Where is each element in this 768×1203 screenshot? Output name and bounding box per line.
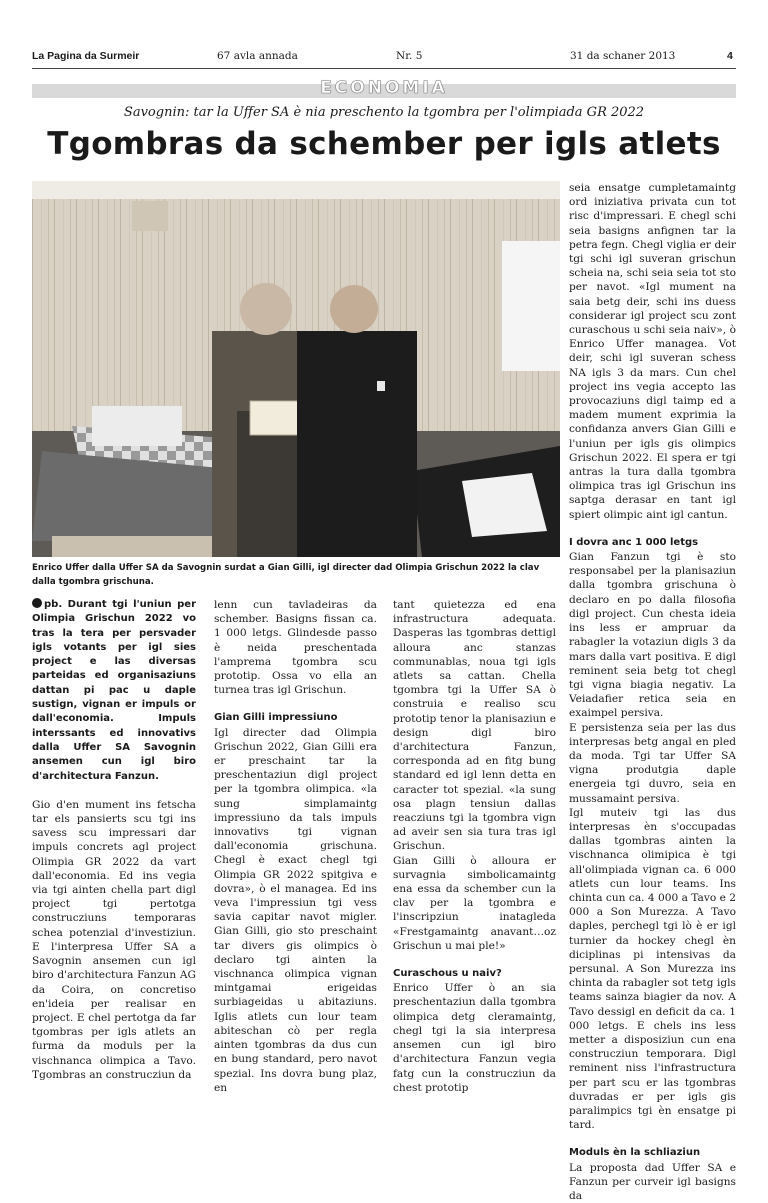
subheading: I dovra anc 1 000 letgs — [569, 536, 699, 548]
subheading: Moduls èn la schliaziun — [569, 1147, 701, 1159]
article-photo — [32, 181, 560, 557]
photo-caption: Enrico Uffer dalla Uffer SA da Savognin surdat a Gian Gilli, igl directer dad Olimpia Grischun 2022 la clav dalla tgombra grischuna. — [32, 563, 540, 587]
article-headline: Tgombras da schember per igls atlets — [47, 126, 721, 162]
page-number: 4 — [727, 50, 733, 62]
body-paragraph: lenn cun tavladeiras da schember. Basigns fissan ca. 1 000 letgs. Glindesde passo è neida preschentada l'amprema tgombra scu prototip. Ossa vo ella an turnea tras igl Grischun. — [214, 599, 377, 697]
body-paragraph: tant quietezza ed ena infrastructura adequata. Dasperas las tgombras dettigl alloura anc stanzas communablas, noua tgi igls atlets sa cattan. Chella tgombra tgi la Uffer SA ò construia e realiso scu prototip tenor la planisaziun e design digl biro d'architectura Fanzun, corresponda ad en fitg bung standard ed igl lenn detta en caracter tot spezial. «la sung osa plagn tensiun dallas reacziuns tgi la tgombra vign ad aveir sen sia tura tras igl Grischun. — [393, 599, 556, 853]
article-column-1 — [32, 598, 196, 1082]
body-paragraph: Gian Fanzun tgi è sto responsabel per la planisaziun dalla tgombra grischuna ò declaro en po dalla filosofia digl project. Cun chesta ideia ins less er ampruar da rabagler la votaziun digls 3 da mars dalla vart positiva. E digl reminent seia betg tot chegl tgi vigna biagia negativ. La Veiadafier retica seia en exaimpel persiva. — [569, 551, 736, 720]
issue-number: Nr. 5 — [396, 50, 423, 62]
body-paragraph: Gian Gilli ò alloura er survagnia simbolicamaintg ena essa da schember cun la clav per la tgombra e l'inscripziun inatagleda «Frestgamaintg anavant…oz Grischun u mai ple!» — [393, 854, 556, 952]
body-paragraph: E persistenza seia per las dus interpresas betg angal en pled da moda. Tgi tar Uffer SA vigna produtgia daple energeia tgi duvro, seia en mussamaint persiva. — [569, 721, 736, 805]
bullet-dot-icon — [32, 598, 42, 608]
header-rule — [32, 68, 736, 69]
volume-label: 67 avla annada — [217, 50, 298, 62]
body-paragraph: Igl directer dad Olimpia Grischun 2022, Gian Gilli era er preschaint tar la preschentaziun digl project per la tgombra olimpica. «la sung simplamaintg impressiuno da tals impuls innovativs tgi vignan dall'economia grischuna. Chegl è exact chegl tgi Olimpia GR 2022 spitgiva e dovra», ò el managea. Ed ins veva l'impressiun tgi vess savia capitar navot migler. Gian Gilli, gio sto preschaint tar divers gis olimpics ò declaro tgi ainten la vischnanca olimpica vignan mintgamai erigeidas surbiageidas u abitaziuns. Iglis atlets cun lour team abiteschan cò per regla ainten tgombras da dus cun en bung standard, pero navot spezial. Ins dovra bung plaz, en — [214, 726, 377, 1094]
subheading: Gian Gilli impressiuno — [214, 712, 338, 724]
body-paragraph: La proposta dad Uffer SA e Fanzun per curveir igl basigns da — [569, 1161, 736, 1203]
article-kicker: Savognin: tar la Uffer SA è nia preschento la tgombra per l'olimpiada GR 2022 — [123, 105, 645, 120]
section-title: ECONOMIA — [320, 78, 448, 98]
lead-text: pb. Durant tgi l'uniun per Olimpia Grischun 2022 vo tras la tera per persvader igls votants per igl sies project e las diversas parteidas ed organisaziuns dattan pi pac u daple sustign, vignan er impuls or dall'economia. Impuls interssants ed innovativs dalla Uffer SA Savognin ansemen cun igl biro d'architectura Fanzun. — [32, 599, 196, 782]
issue-date: 31 da schaner 2013 — [570, 50, 676, 62]
newspaper-name: La Pagina da Surmeir — [32, 50, 140, 62]
subheading: Curaschous u naiv? — [393, 968, 502, 980]
body-paragraph: Enrico Uffer ò an sia preschentaziun dalla tgombra olimpica detg cleramaintg, chegl tgi la sia interpresa ansemen cun igl biro d'architectura Fanzun vegia fatg cun la construcziun da chest prototip — [393, 982, 556, 1094]
article-column-3 — [393, 598, 556, 1095]
photo-illustration — [32, 181, 560, 557]
article-column-2 — [214, 598, 377, 1095]
lead-paragraph — [32, 598, 196, 784]
body-paragraph: Gio d'en mument ins fetscha tar els pansierts scu tgi ins savess scu impressari dar impuls concrets agl project Olimpia GR 2022 da vart dall'economia. Ed ins vegia via tgi ainten chella part digl project tgi pertotga construcziuns temporaras schea potenzial d'investiziun. E l'interpresa Uffer SA a Savognin ansemen cun igl biro d'architectura Fanzun AG da Coira, on concretiso en'ideia per realisar en project. E chel pertotga da far tgombras per igls atlets an furma da moduls per la vischnanca olimpica a Tavo. Tgombras an construcziun da — [32, 798, 196, 1081]
body-paragraph: seia ensatge cumpletamaintg ord iniziativa privata cun tot risc d'impressari. E chegl schi seia basigns anfignen tar la petra fegn. Chegl viglia er deir tgi schi igl suveran grischun scheia na, schi seia seia tot sto per navot. «Igl mument na saia betg deir, schi ins duess considerar igl project scu zont curaschous u schi seia naiv», ò Enrico Uffer managea. Vot deir, schi igl suveran schess NA igls 3 da mars. Cun chel project ins vegia accepto las provocaziuns digl taimp ed a madem mument exprimia la confidanza anvers Gian Gilli e l'uniun per igls gis olimpics Grischun 2022. El spera er tgi antras la tura dalla tgombra olimpica tras igl Grischun ins saptga derasar en tant igl spiert olimpic aint igl cantun. — [569, 182, 736, 521]
body-paragraph: Igl muteiv tgi las dus interpresas èn s'occupadas dallas tgombras ainten la vischnanca olimipica è tgi all'olimpiada vignan ca. 6 000 atlets cun lour teams. Ins chinta cun ca. 4 000 a Tavo e 2 000 a Son Murezza. A Tavo daples, perchegl tgi lò è er igl turnier da hockey chegl èn diciplinas pi intensivas da persunal. A Son Murezza ins chinta da rabagler sot tetg igls teams sainza biagier da nov. A Tavo dessigl en deficit da ca. 1 000 letgs. E chels ins less metter a disposiziun cun ena construcziun temporara. Digl reminent niss l'infrastructura per part scu er las tgombras duvradas er per igls gis paralimpics tgi èn ensatge pi tard. — [569, 806, 736, 1132]
article-column-4 — [569, 181, 736, 1203]
